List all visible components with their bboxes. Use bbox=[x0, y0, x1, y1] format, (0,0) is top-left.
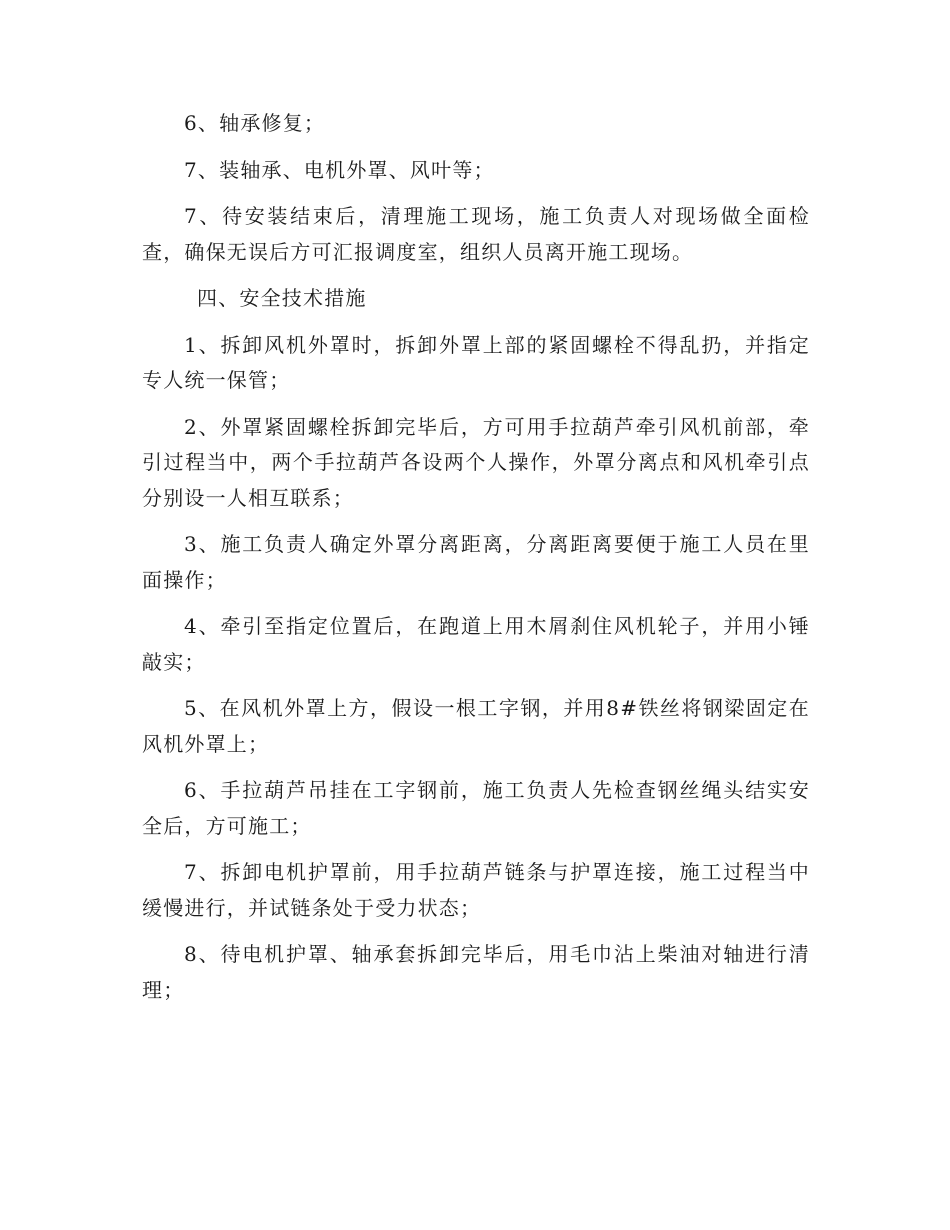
measure-item-4: 4、牵引至指定位置后，在跑道上用木屑刹住风机轮子，并用小锤敲实； bbox=[142, 614, 810, 674]
paragraph-step-7-cleanup: 7、待安装结束后，清理施工现场，施工负责人对现场做全面检查，确保无误后方可汇报调度室，组织人员离开施工现场。 bbox=[142, 204, 810, 264]
measure-item-8: 8、待电机护罩、轴承套拆卸完毕后，用毛巾沾上柴油对轴进行清理； bbox=[142, 942, 810, 1002]
section-heading: 四、安全技术措施 bbox=[197, 286, 367, 310]
measure-item-2: 2、外罩紧固螺栓拆卸完毕后，方可用手拉葫芦牵引风机前部，牵引过程当中，两个手拉葫芦各设两个人操作，外罩分离点和风机牵引点分别设一人相互联系； bbox=[142, 414, 810, 510]
measure-item-7: 7、拆卸电机护罩前，用手拉葫芦链条与护罩连接，施工过程当中缓慢进行，并试链条处于受力状态； bbox=[142, 860, 810, 920]
measure-item-5: 5、在风机外罩上方，假设一根工字钢，并用8#铁丝将钢梁固定在风机外罩上； bbox=[142, 696, 810, 756]
paragraph-step-6: 6、轴承修复； bbox=[184, 111, 326, 135]
measure-item-6: 6、手拉葫芦吊挂在工字钢前，施工负责人先检查钢丝绳头结实安全后，方可施工； bbox=[142, 778, 810, 838]
measure-item-1: 1、拆卸风机外罩时，拆卸外罩上部的紧固螺栓不得乱扔，并指定专人统一保管； bbox=[142, 332, 810, 392]
document-body bbox=[142, 106, 810, 1019]
measure-item-3: 3、施工负责人确定外罩分离距离，分离距离要便于施工人员在里面操作； bbox=[142, 532, 810, 592]
paragraph-step-7-install: 7、装轴承、电机外罩、风叶等； bbox=[184, 157, 495, 182]
